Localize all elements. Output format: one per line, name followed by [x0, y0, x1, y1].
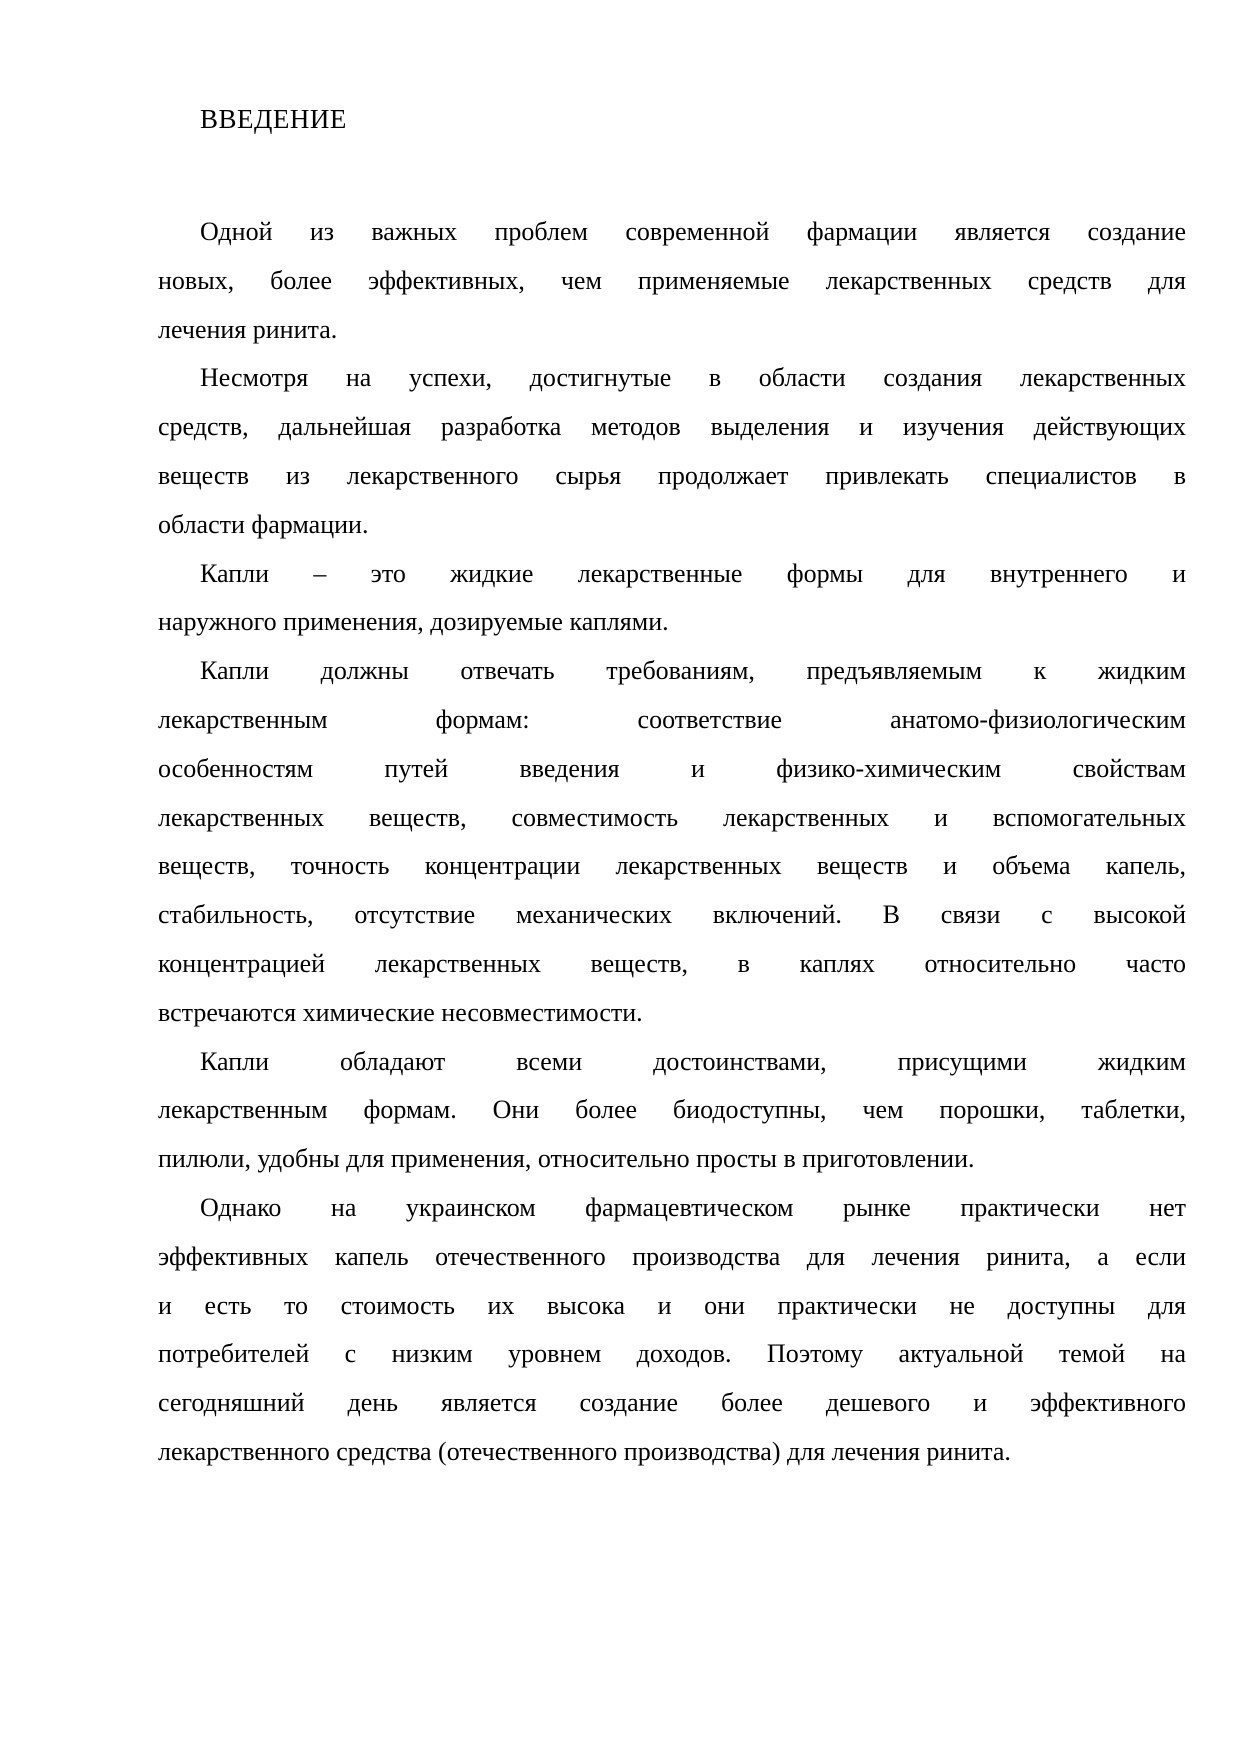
text-line: особенностям путей введения и физико-химическим свойствам	[158, 753, 1186, 783]
text-line: Однако на украинском фармацевтическом рынке практически нет	[200, 1192, 1186, 1222]
text-line: наружного применения, дозируемые каплями.	[158, 607, 669, 637]
text-line: лекарственным формам: соответствие анатомо-физиологическим	[158, 704, 1186, 734]
text-line: стабильность, отсутствие механических включений. В связи с высокой	[158, 900, 1186, 930]
text-line: области фармации.	[158, 509, 369, 539]
text-line: потребителей с низким уровнем доходов. Поэтому актуальной темой на	[158, 1339, 1186, 1369]
document-content	[158, 95, 1186, 1477]
page-title: ВВЕДЕНИЕ	[200, 104, 347, 134]
text-line: лекарственного средства (отечественного производства) для лечения ринита.	[158, 1436, 1011, 1466]
text-line: лекарственных веществ, совместимость лекарственных и вспомогательных	[158, 802, 1186, 832]
text-line: средств, дальнейшая разработка методов выделения и изучения действующих	[158, 412, 1186, 442]
text-line: пилюли, удобны для применения, относительно просты в приготовлении.	[158, 1144, 975, 1174]
text-line: Капли должны отвечать требованиям, предъявляемым к жидким	[200, 656, 1186, 686]
text-line: и есть то стоимость их высока и они практически не доступны для	[158, 1290, 1186, 1320]
text-line: лекарственным формам. Они более биодоступны, чем порошки, таблетки,	[158, 1095, 1186, 1125]
text-line: веществ из лекарственного сырья продолжает привлекать специалистов в	[158, 460, 1186, 490]
text-line: новых, более эффективных, чем применяемые лекарственных средств для	[158, 265, 1186, 295]
text-line: эффективных капель отечественного производства для лечения ринита, а если	[158, 1241, 1186, 1271]
text-line: Капли – это жидкие лекарственные формы для внутреннего и	[200, 558, 1186, 588]
document-body	[158, 208, 1186, 1477]
text-line: Несмотря на успехи, достигнутые в области создания лекарственных	[200, 363, 1186, 393]
text-line: лечения ринита.	[158, 314, 338, 344]
text-line: концентрацией лекарственных веществ, в каплях относительно часто	[158, 948, 1186, 978]
text-line: встречаются химические несовместимости.	[158, 997, 643, 1027]
text-line: Одной из важных проблем современной фармации является создание	[200, 217, 1186, 246]
text-line: сегодняшний день является создание более дешевого и эффективного	[158, 1388, 1186, 1418]
text-line: Капли обладают всеми достоинствами, присущими жидким	[200, 1046, 1186, 1076]
text-line: веществ, точность концентрации лекарственных веществ и объема капель,	[158, 851, 1186, 881]
